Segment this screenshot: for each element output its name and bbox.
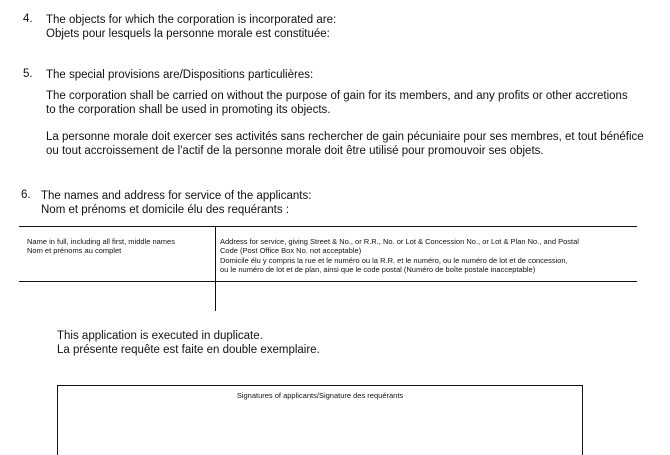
execution-line-fr: La présente requête est faite en double exemplaire. bbox=[57, 344, 320, 356]
section-4-line-en: The objects for which the corporation is incorporated are: bbox=[46, 14, 337, 26]
section-6-line-en: The names and address for service of the applicants: bbox=[41, 190, 312, 202]
execution-line-en: This application is executed in duplicate. bbox=[57, 330, 263, 342]
column-address-label-en-2: Code (Post Office Box No. not acceptable) bbox=[220, 246, 362, 255]
section-5-number: 5. bbox=[23, 68, 33, 80]
section-5-heading: The special provisions are/Dispositions particulières: bbox=[46, 69, 314, 81]
column-address-label-fr-2: ou le numéro de lot et de plan, ainsi que le code postal (Numéro de boîte postale inacceptable) bbox=[220, 265, 536, 274]
section-5-para-fr-1: La personne morale doit exercer ses activités sans rechercher de gain pécuniaire pour ses membres, et tout bénéfice bbox=[46, 131, 644, 143]
table-top-rule bbox=[19, 226, 637, 227]
column-address-label-fr-1: Domicile élu y compris la rue et le numéro ou la R.R. et le numéro, ou le numéro de lot et de concession, bbox=[220, 256, 568, 265]
section-4-number: 4. bbox=[23, 13, 33, 25]
section-6-number: 6. bbox=[21, 189, 31, 201]
table-column-divider bbox=[215, 226, 216, 311]
column-address-label-en-1: Address for service, giving Street & No., or R.R., No. or Lot & Concession No., or Lot & Plan No., and Postal bbox=[220, 237, 579, 246]
section-6-line-fr: Nom et prénoms et domicile élu des requérants : bbox=[41, 204, 290, 216]
section-5-para-fr-2: ou tout accroissement de l'actif de la personne morale doit être utilisé pour promouvoir ses objets. bbox=[46, 145, 544, 157]
section-4-line-fr: Objets pour lesquels la personne morale est constituée: bbox=[46, 28, 330, 40]
column-name-label-fr: Nom et prénoms au complet bbox=[27, 246, 122, 255]
section-5-para-en-1: The corporation shall be carried on without the purpose of gain for its members, and any profits or other accretions bbox=[46, 90, 628, 102]
signature-label: Signatures of applicants/Signature des requérants bbox=[236, 391, 404, 400]
table-header-rule bbox=[19, 281, 637, 282]
column-name-label-en: Name in full, including all first, middle names bbox=[27, 237, 175, 246]
section-5-para-en-2: to the corporation shall be used in promoting its objects. bbox=[46, 104, 331, 116]
